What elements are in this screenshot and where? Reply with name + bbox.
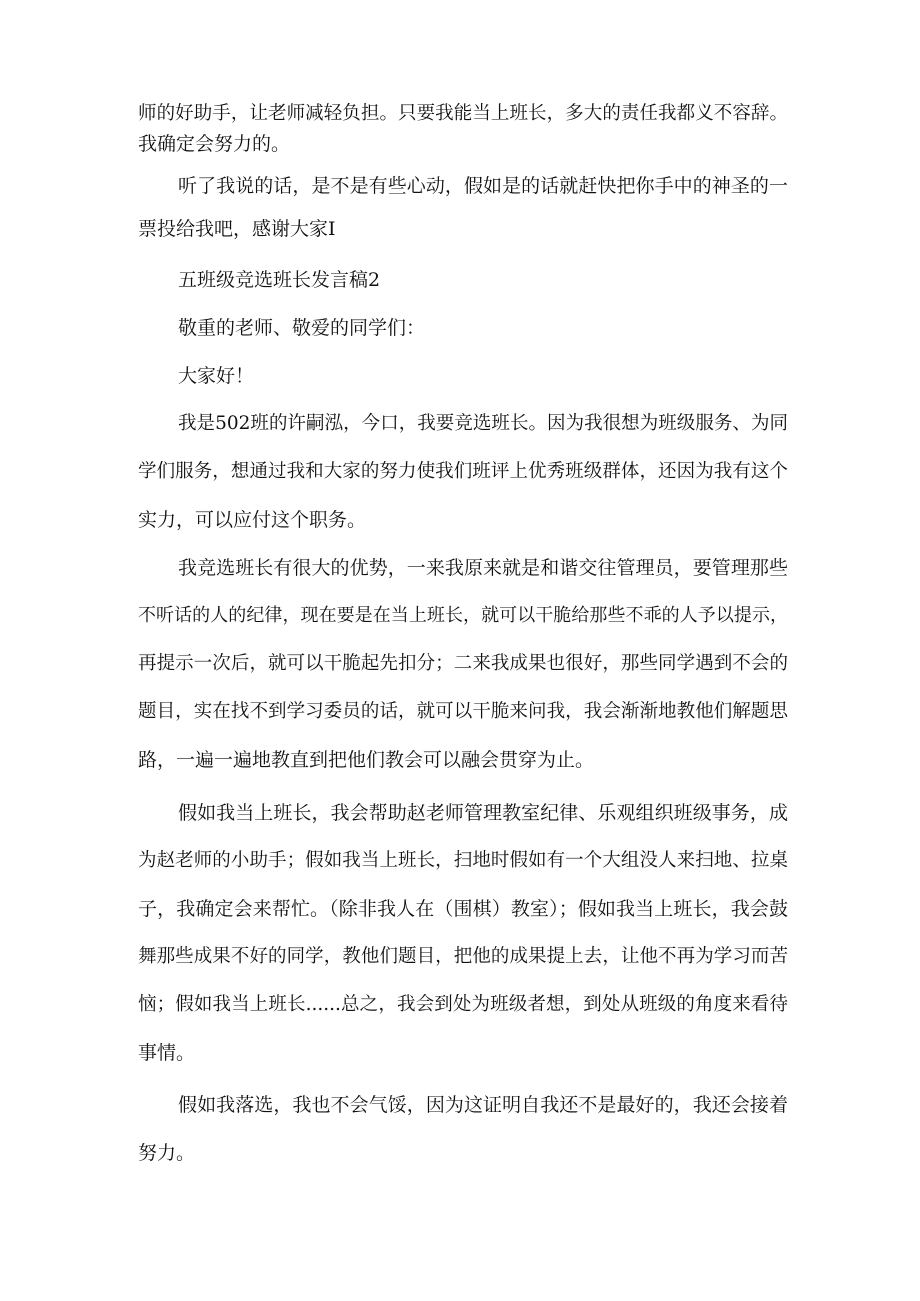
text-line: 恼；假如我当上班长......总之，我会到处为班级者想，到处从班级的角度来看待 (138, 994, 788, 1015)
text-line: 实力，可以应付这个职务。 (138, 509, 367, 531)
text-line: 不听话的人的纪律，现在要是在当上班长，就可以干脆给那些不乖的人予以提示， (138, 605, 788, 626)
text-line: 听了我说的话，是不是有些心动，假如是的话就赶快把你手中的神圣的一 (178, 175, 788, 197)
text-line: 我确定会努力的。 (138, 133, 291, 155)
text-line: 假如我落选，我也不会气馁，因为这证明自我还不是最好的，我还会接着 (178, 1094, 788, 1116)
section-heading: 五班级竞选班长发言稿2 (178, 269, 381, 291)
salutation: 敬重的老师、敬爱的同学们： (178, 317, 426, 339)
text-line: 舞那些成果不好的同学，教他们题目，把他的成果提上去，让他不再为学习而苦 (138, 946, 788, 967)
text-line: 事情。 (138, 1042, 196, 1064)
text-line: 票投给我吧，感谢大家I (138, 218, 336, 240)
text-line: 师的好助手，让老师减轻负担。只要我能当上班长，多大的责任我都义不容辞。 (138, 103, 788, 124)
text-line: 为赵老师的小助手；假如我当上班长，扫地时假如有一个大组没人来扫地、拉桌 (138, 850, 788, 871)
text-line: 假如我当上班长，我会帮助赵老师管理教室纪律、乐观组织班级事务，成 (178, 802, 788, 824)
text-line: 我竞选班长有很大的优势，一来我原来就是和谐交往管理员，要管理那些 (178, 557, 788, 579)
text-line: 我是502班的许嗣泓，今口，我要竞选班长。因为我很想为班级服务、为同 (178, 413, 788, 434)
text-line: 路，一遍一遍地教直到把他们教会可以融会贯穿为止。 (138, 749, 595, 771)
text-line: 题目，实在找不到学习委员的话，就可以干脆来问我，我会渐渐地教他们解题思 (138, 701, 788, 722)
greeting: 大家好！ (178, 365, 255, 387)
text-line: 再提示一次后，就可以干脆起先扣分；二来我成果也很好，那些同学遇到不会的 (138, 653, 788, 674)
text-line: 学们服务，想通过我和大家的努力使我们班评上优秀班级群体，还因为我有这个 (138, 461, 788, 482)
text-line: 子，我确定会来帮忙。（除非我人在（围棋）教室）；假如我当上班长，我会鼓 (138, 898, 788, 920)
text-line: 努力。 (138, 1142, 196, 1164)
